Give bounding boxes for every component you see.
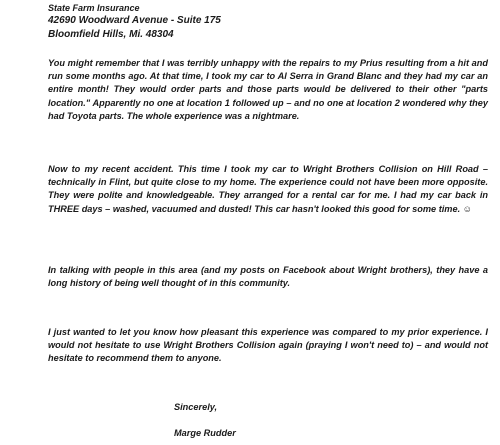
address-line-city: Bloomfield Hills, Mi. 48304 bbox=[48, 29, 174, 40]
signature-name: Marge Rudder bbox=[174, 428, 236, 438]
paragraph-community-reputation: In talking with people in this area (and my posts on Facebook about Wright brothers), they have a long history of being well thought of in this community. bbox=[48, 265, 488, 289]
address-line-street: 42690 Woodward Avenue - Suite 175 bbox=[48, 15, 221, 26]
closing-salutation: Sincerely, bbox=[174, 402, 218, 412]
address-line-company: State Farm Insurance bbox=[48, 3, 140, 13]
paragraph-recent-accident: Now to my recent accident. This time I took my car to Wright Brothers Collision on Hill Road – technically in Flint, but quite close to my home. The experience could not have been more opposite. They were polite and knowledgeable. They arranged for a rental car for me. I had my car back in THREE days – washed, vacuumed and dusted! This car hasn't looked this good for some time. ☺ bbox=[48, 164, 488, 214]
recipient-address bbox=[48, 2, 221, 42]
paragraph-recommendation: I just wanted to let you know how pleasant this experience was compared to my prior experience. I would not hesitate to use Wright Brothers Collision again (praying I won't need to) – and would not hesitate to recommend them to anyone. bbox=[48, 327, 488, 364]
paragraph-previous-repair: You might remember that I was terribly unhappy with the repairs to my Prius resulting from a hit and run some months ago. At that time, I took my car to Al Serra in Grand Blanc and they had my car an entire month! They would order parts and those parts would be delivered to their other "parts location." Apparently no one at location 1 followed up – and no one at location 2 wondered why they had Toyota parts. The whole experience was a nightmare. bbox=[48, 58, 488, 121]
